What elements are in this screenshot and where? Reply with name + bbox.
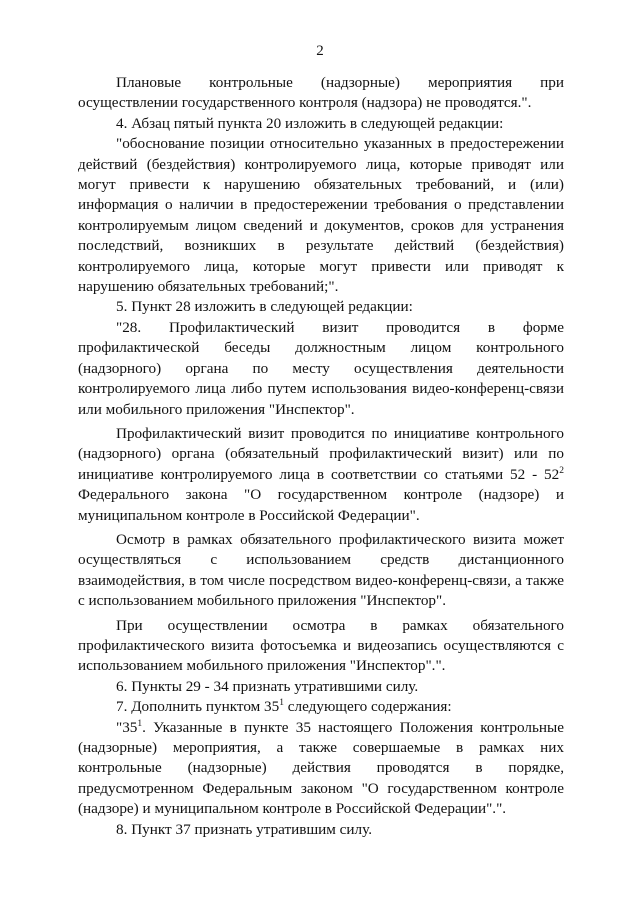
paragraph-item-7 (78, 697, 564, 717)
paragraph-item-5: 5. Пункт 28 изложить в следующей редакции: (116, 298, 413, 316)
paragraph-planned-measures: Плановые контрольные (надзорные) мероприятия при осуществлении государственного контроля (надзора) не проводятся.". (78, 74, 564, 112)
paragraph-item-7-pre: 7. Дополнить пунктом 35 (116, 698, 280, 716)
page-number: 2 (316, 43, 324, 59)
paragraph-item-35-1-pre: "35 (116, 718, 138, 736)
paragraph-item-28-text: "28. Профилактический визит проводится в форме профилактической беседы должностным лицом контрольного (надзорного) органа по месту осуществления деятельности контролируемого лица либо путем использования видео-конференц-связи или мобильного приложения "Инспектор". (78, 318, 564, 418)
paragraph-item-35-1-post: . Указанные в пункте 35 настоящего Положения контрольные (надзорные) мероприятия, а также совершаемые в рамках них контрольные (надзорные) действия проводятся в порядке, предусмотренном Федеральным законом "О государственном контроле (надзоре) и муниципальном контроле в Российской Федерации".". (78, 718, 564, 818)
article-superscript: 2 (559, 465, 564, 476)
paragraph-item-4-text: "обоснование позиции относительно указанных в предостережении действий (бездействия) контролируемого лица, которые приводят или могут привести к нарушению обязательных требований, и (или) информация о наличии в предостережении требования о представлении контролируемым лицом сведений и документов, сроков для устранения последствий, возникших в результате действий (бездействия) контролируемого лица, которые могут привести или приводят к нарушению обязательных требований;". (78, 135, 564, 296)
paragraph-item-7-post: следующего содержания: (283, 698, 452, 716)
paragraph-preventive-visit-initiative-post: Федерального закона "О государственном контроле (надзоре) и муниципальном контроле в Российской Федерации". (78, 486, 564, 524)
paragraph-item-6: 6. Пункты 29 - 34 признать утратившими силу. (116, 677, 419, 695)
item-superscript: 1 (279, 698, 284, 709)
paragraph-photo-video: При осуществлении осмотра в рамках обязательного профилактического визита фотосъемка и видеозапись осуществляются с использованием мобильного приложения "Инспектор".". (78, 616, 564, 675)
paragraph-preventive-visit-initiative (78, 424, 564, 526)
paragraph-item-8: 8. Пункт 37 признать утратившим силу. (116, 820, 372, 838)
document-body (78, 73, 564, 840)
paragraph-item-4: 4. Абзац пятый пункта 20 изложить в следующей редакции: (116, 114, 504, 132)
item-35-superscript: 1 (137, 718, 143, 729)
paragraph-preventive-visit-initiative-pre: Профилактический визит проводится по инициативе контрольного (надзорного) органа (обязательный профилактический визит) или по инициативе контролируемого лица в соответствии со статьями 52 - 52 (78, 424, 564, 483)
paragraph-inspection-remote: Осмотр в рамках обязательного профилактического визита может осуществляться с использованием средств дистанционного взаимодействия, в том числе посредством видео-конференц-связи, а также с использованием мобильного приложения "Инспектор". (78, 530, 564, 610)
paragraph-item-35-1-text (78, 718, 564, 820)
